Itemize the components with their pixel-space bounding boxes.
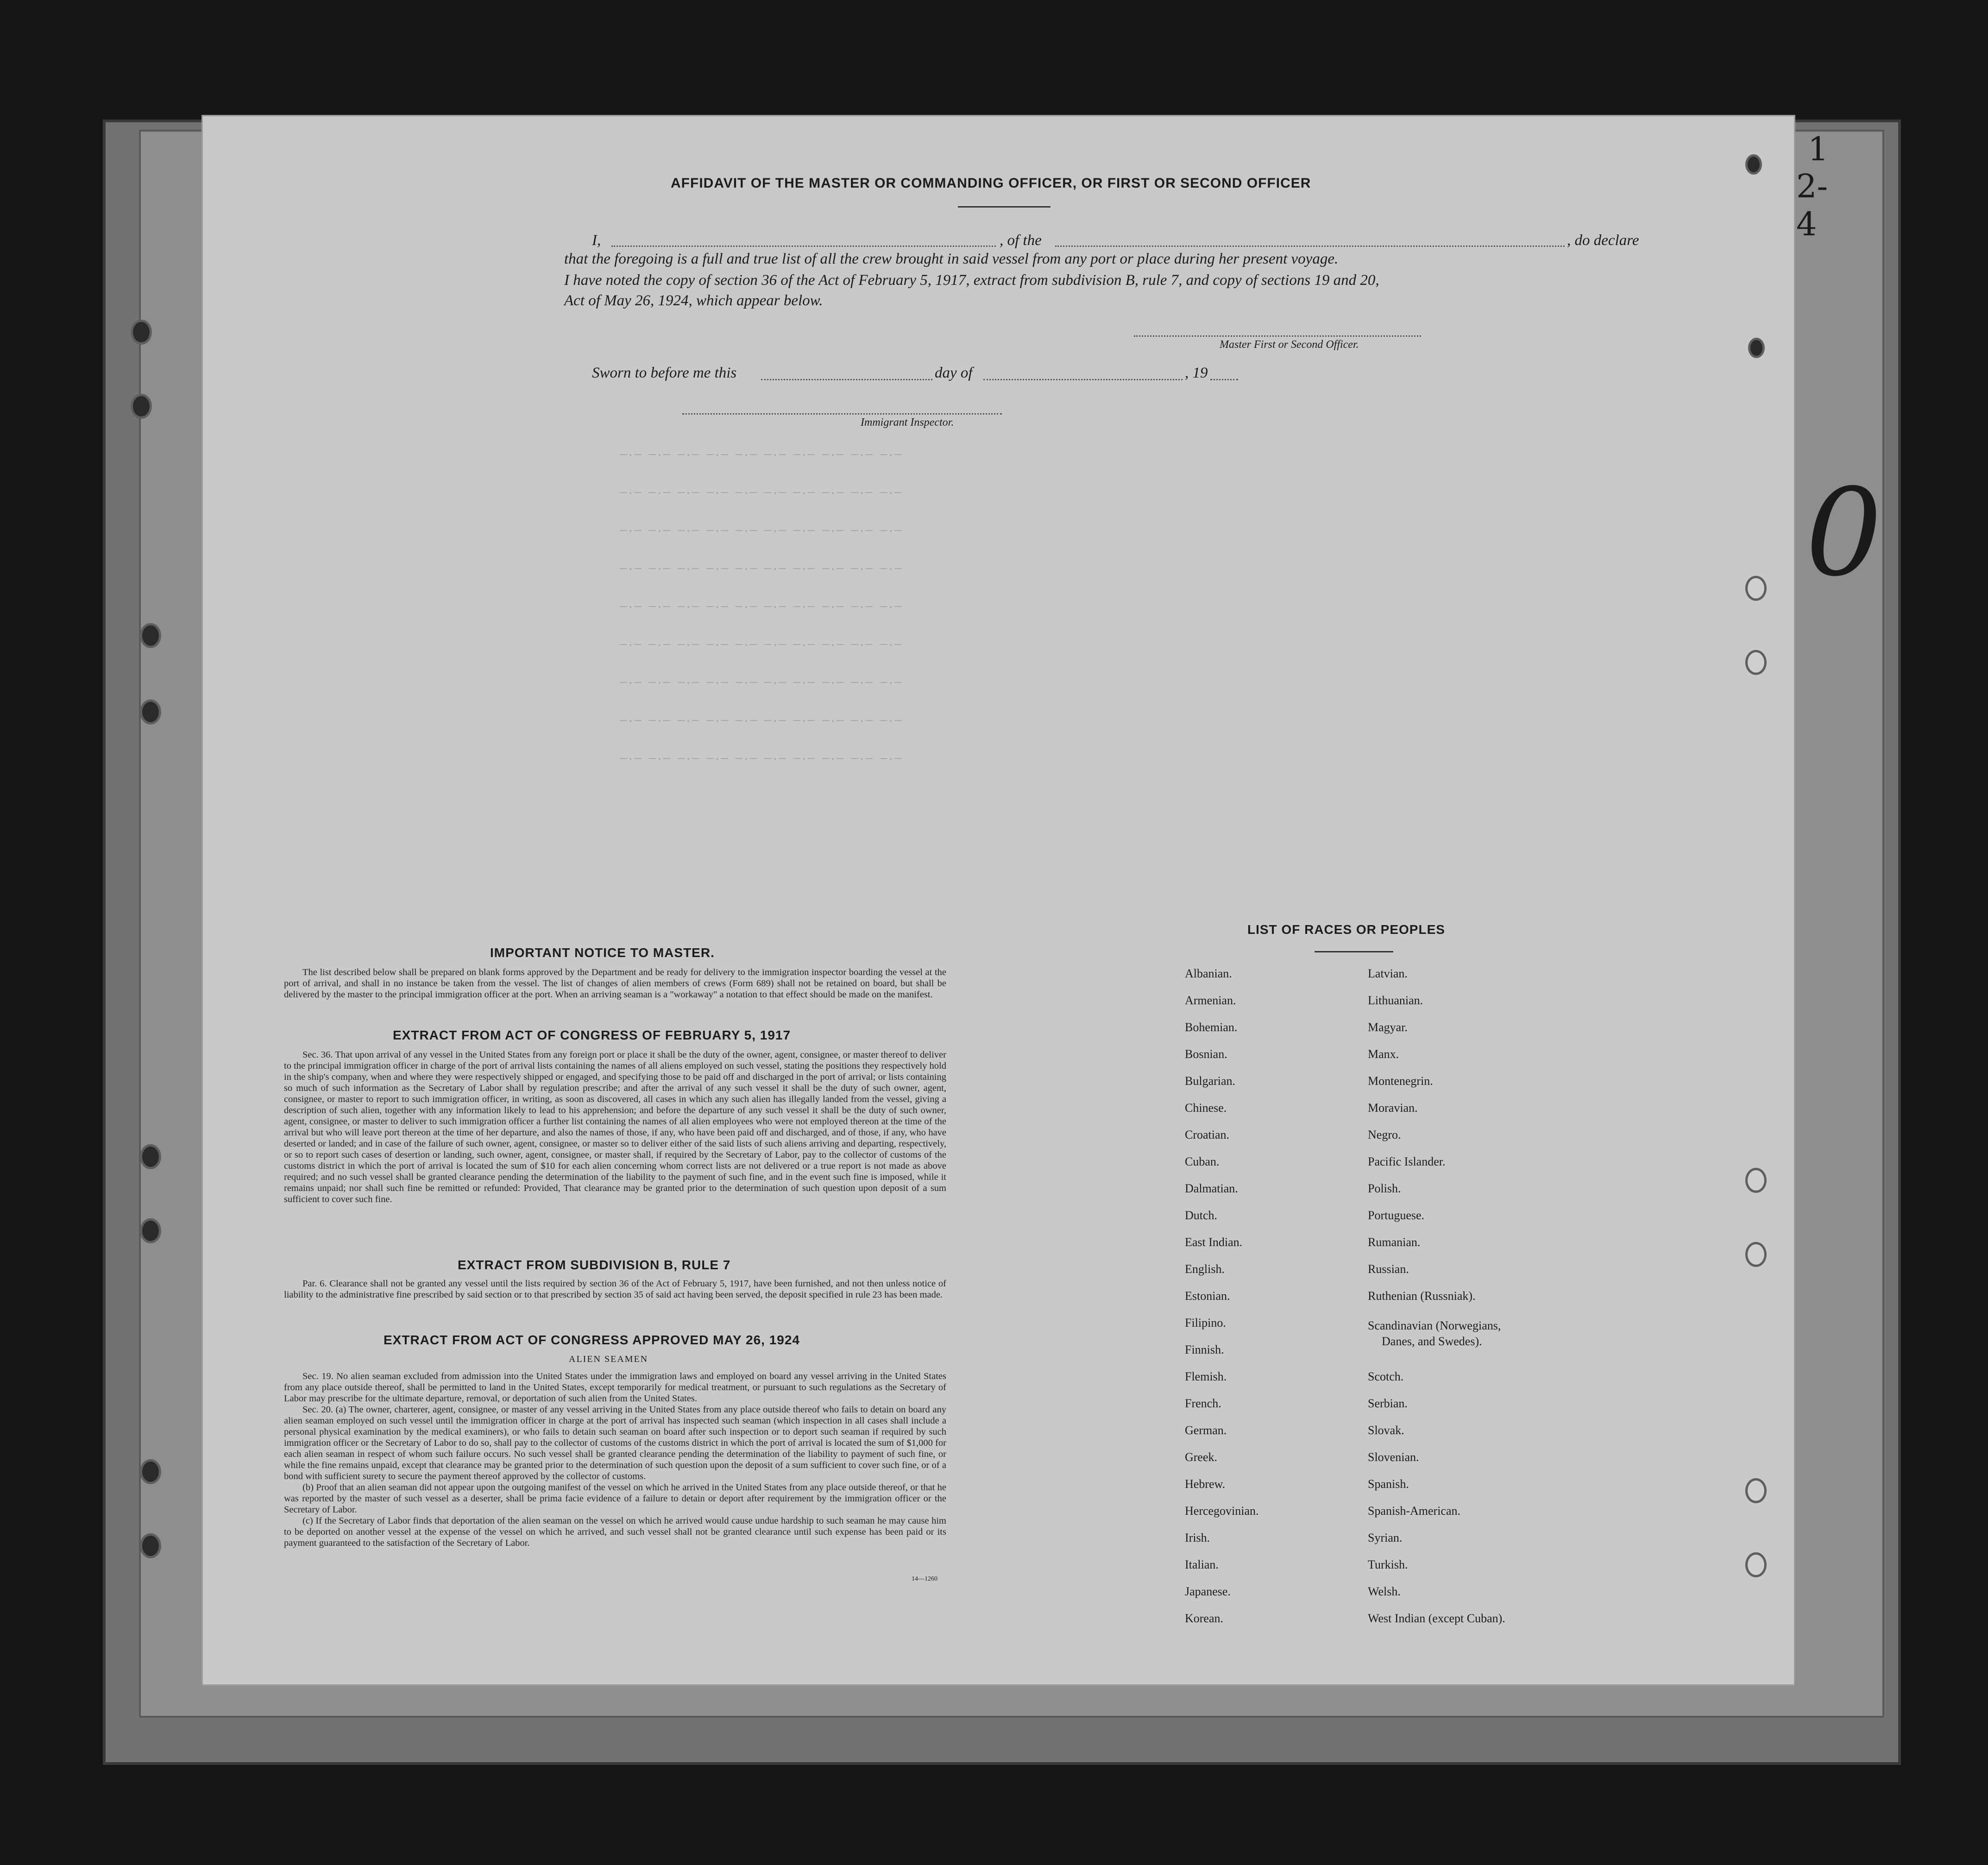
race-item: Slovak. <box>1368 1424 1404 1437</box>
race-item: Moravian. <box>1368 1101 1418 1115</box>
sworn-month-blank[interactable] <box>983 378 1183 380</box>
race-item: Estonian. <box>1185 1289 1230 1303</box>
punch-hole <box>140 1533 161 1558</box>
master-signature-label: Master First or Second Officer. <box>1220 339 1359 351</box>
heading-rule <box>958 206 1051 208</box>
section-19-text: Sec. 19. No alien seaman excluded from admission into the United States under the immigration laws and employed on board any vessel arriving in the United States from any place outside thereof, shall be permitted to land in the United States, except temporarily for medical treatment, or pursuant to such regulations as the Secretary of Labor may prescribe for the ultimate departure, removal, or deportation of such alien from the United States. <box>284 1371 946 1404</box>
race-item: East Indian. <box>1185 1235 1243 1249</box>
form-number: 14—1260 <box>912 1575 937 1582</box>
race-item: Irish. <box>1185 1531 1210 1544</box>
race-item: Filipino. <box>1185 1316 1226 1329</box>
race-item: Scandinavian (Norwegians, <box>1368 1319 1501 1332</box>
punch-hole <box>140 1144 161 1169</box>
race-item: Ruthenian (Russniak). <box>1368 1289 1476 1303</box>
race-item: Manx. <box>1368 1047 1399 1061</box>
race-item: Latvian. <box>1368 967 1408 980</box>
race-item: Turkish. <box>1368 1558 1408 1571</box>
race-item: Bosnian. <box>1185 1047 1227 1061</box>
affidavit-heading: AFFIDAVIT OF THE MASTER OR COMMANDING OFFICER, OR FIRST OR SECOND OFFICER <box>671 176 1311 191</box>
handwritten-page-range: 2-4 <box>1796 167 1828 243</box>
act-1917-heading: EXTRACT FROM ACT OF CONGRESS OF FEBRUARY 5, 1917 <box>393 1028 791 1042</box>
act-1924-heading: EXTRACT FROM ACT OF CONGRESS APPROVED MAY 26, 1924 <box>384 1333 800 1347</box>
race-item: Russian. <box>1368 1262 1409 1276</box>
race-item: Scotch. <box>1368 1370 1404 1383</box>
master-signature-line[interactable] <box>1134 335 1421 337</box>
section-20a-text: Sec. 20. (a) The owner, charterer, agent, consignee, or master of any vessel arriving in the United States from any place outside thereof who fails to detain on board any alien seaman employed on such vessel until the immigration officer in charge at the port of arrival has inspected such seaman (which inspection in all cases shall include a personal physical examination by the medical examiners), or who fails to detain such seaman on board after such inspection or to deport such seaman if required by such immigration officer or the Secretary of Labor to do so, shall pay to the collector of customs of the customs district in which the port of arrival is located the sum of $1,000 for each alien seaman in respect of whom such failure occurs. No such vessel shall be granted clearance pending the determination of the liability to payment of such fine, or while the fine remains unpaid, except that clearance may be granted prior to the determination of such question upon the deposit of a sum sufficient to cover such fine, or of a bond with sufficient surety to secure the payment thereof approved by the collector of customs. <box>284 1405 946 1481</box>
race-item: Greek. <box>1185 1450 1218 1464</box>
race-item: Pacific Islander. <box>1368 1155 1446 1168</box>
affidavit-i: I, <box>592 232 601 249</box>
race-item: Chinese. <box>1185 1101 1227 1115</box>
race-item: Bohemian. <box>1185 1021 1238 1034</box>
race-item: Hercegovinian. <box>1185 1504 1259 1518</box>
race-item: Japanese. <box>1185 1585 1231 1598</box>
notice-text: The list described below shall be prepared on blank forms approved by the Department and be ready for delivery to the immigration inspector boarding the vessel at the port of arrival, and shall in no instance be taken from the vessel. The list of changes of alien members of crews (Form 689) shall not be retained on board, but shall be delivered by the master to the principal immigration officer at the port. When an arriving seaman is a "workaway" a notation to that effect should be made on the manifest. <box>284 967 946 1000</box>
race-item: Rumanian. <box>1368 1235 1421 1249</box>
day-of-label: day of <box>935 365 973 381</box>
punch-hole <box>1745 1168 1767 1193</box>
inspector-signature-line[interactable] <box>682 413 1002 415</box>
race-item: Montenegrin. <box>1368 1074 1433 1088</box>
affidavit-line-4: Act of May 26, 1924, which appear below. <box>564 292 823 309</box>
punch-hole <box>140 699 161 725</box>
punch-hole <box>1745 154 1762 175</box>
race-item: Hebrew. <box>1185 1477 1226 1491</box>
punch-hole <box>131 394 152 419</box>
race-item: Danes, and Swedes). <box>1382 1335 1482 1348</box>
punch-hole <box>140 1218 161 1243</box>
race-item: Portuguese. <box>1368 1209 1425 1222</box>
race-item: Dutch. <box>1185 1209 1218 1222</box>
race-item: German. <box>1185 1424 1227 1437</box>
punch-hole <box>1745 576 1767 601</box>
race-item: Spanish. <box>1368 1477 1409 1491</box>
sworn-year-blank[interactable] <box>1210 378 1238 380</box>
race-item: Cuban. <box>1185 1155 1220 1168</box>
race-item: Armenian. <box>1185 994 1236 1007</box>
race-item: Polish. <box>1368 1182 1401 1195</box>
race-item: Magyar. <box>1368 1021 1408 1034</box>
race-item: Albanian. <box>1185 967 1232 980</box>
act-1917-text: Sec. 36. That upon arrival of any vessel in the United States from any foreign port or place it shall be the duty of the owner, agent, consignee, or master thereof to deliver to the principal immigration officer in charge of the port of arrival lists containing the names of all aliens employed on such vessel, stating the positions they respectively hold in the ship's company, when and where they were respectively shipped or engaged, and specifying those to be paid off and discharged in the port of arrival; or lists containing so much of such information as the Secretary of Labor shall by regulation prescribe; and after the arrival of any such vessel it shall be the duty of such owner, agent, consignee, or master to report to such immigration officer, in writing, as soon as discovered, all cases in which any such alien has illegally landed from the vessel, giving a description of such alien, together with any information likely to lead to his apprehension; and before the departure of any such vessel it shall be the duty of such owner, agent, consignee, or master to deliver to such immigration officer a further list containing the names of all alien employees who were not employed thereon at the time of the arrival but who will leave port thereon at the time of her departure, and also the names of those, if any, who have been paid off and discharged, and of those, if any, who have deserted or landed; and in case of the failure of such owner, agent, consignee, or master so to deliver either of the said lists of such aliens arriving and departing, respectively, or so to report such cases of desertion or landing, such owner, agent, consignee, or master shall, if required by the Secretary of Labor, pay to the collector of customs of the customs district in which the port of arrival is located the sum of $10 for each alien concerning whom correct lists are not delivered or a true report is not made as above required; and no such vessel shall be granted clearance pending the determination of the liability to the payment of such fine, and in the event such fine is imposed, while it remains unpaid; nor shall such fine be remitted or refunded: Provided, That clearance may be granted prior to the determination of such question upon deposit of a sum sufficient to cover such fine. <box>284 1050 946 1204</box>
sworn-year-label: , 19 <box>1185 365 1208 381</box>
affidavit-of-the: , of the <box>1000 232 1042 249</box>
handwritten-zero-mark: 0 <box>1806 463 1882 603</box>
punch-hole <box>140 1459 161 1484</box>
affidavit-declare: , do declare <box>1567 232 1639 249</box>
section-20b-text: (b) Proof that an alien seaman did not appear upon the outgoing manifest of the vessel on which he arrived in the United States from any place outside thereof, or that he was reported by the master of such vessel as a deserter, shall be prima facie evidence of a failure to detain or deport after requirement by the immigration officer or the Secretary of Labor. <box>284 1482 946 1515</box>
act-1924-body <box>284 1371 946 1549</box>
races-heading: LIST OF RACES OR PEOPLES <box>1247 922 1445 937</box>
race-item: Welsh. <box>1368 1585 1401 1598</box>
punch-hole <box>1745 1478 1767 1503</box>
sworn-day-blank[interactable] <box>761 378 932 380</box>
race-item: Negro. <box>1368 1128 1401 1141</box>
punch-hole <box>140 623 161 648</box>
race-item: French. <box>1185 1397 1221 1410</box>
rule-7-text: Par. 6. Clearance shall not be granted any vessel until the lists required by section 36 of the Act of February 5, 1917, have been furnished, and not then unless notice of liability to the administrative fine prescribed by said section or to that prescribed by section 35 of said act having been served, the deposit specified in rule 23 has been made. <box>284 1279 946 1300</box>
race-item: Dalmatian. <box>1185 1182 1238 1195</box>
race-item: Finnish. <box>1185 1343 1224 1356</box>
rule-7-heading: EXTRACT FROM SUBDIVISION B, RULE 7 <box>458 1258 731 1272</box>
punch-hole <box>1745 1552 1767 1577</box>
sworn-label: Sworn to before me this <box>592 365 737 381</box>
affidavit-line-3: I have noted the copy of section 36 of the Act of February 5, 1917, extract from subdivision B, rule 7, and copy of sections 19 and 20, <box>564 272 1379 289</box>
race-item: Flemish. <box>1185 1370 1227 1383</box>
alien-seamen-subheading: ALIEN SEAMEN <box>569 1354 648 1364</box>
race-item: Italian. <box>1185 1558 1219 1571</box>
race-item: Croatian. <box>1185 1128 1230 1141</box>
punch-hole <box>1745 650 1767 675</box>
affidavit-line-2: that the foregoing is a full and true list of all the crew brought in said vessel from any port or place during her present voyage. <box>564 251 1339 267</box>
race-item: Syrian. <box>1368 1531 1403 1544</box>
master-name-blank[interactable] <box>611 245 996 247</box>
form-page <box>201 115 1882 1686</box>
punch-hole <box>1745 1242 1767 1267</box>
notice-heading: IMPORTANT NOTICE TO MASTER. <box>490 945 715 960</box>
race-item: Korean. <box>1185 1612 1224 1625</box>
race-item: English. <box>1185 1262 1225 1276</box>
race-item: Spanish-American. <box>1368 1504 1461 1518</box>
inspector-signature-label: Immigrant Inspector. <box>861 416 954 428</box>
vessel-name-blank[interactable] <box>1055 245 1565 247</box>
handwritten-page-number: 1 <box>1808 130 1829 168</box>
bleed-through-text: —·— —·— —·— —·— —·— —·— —·— —·— —·— —·— —·— —·— —·— —·— —·— —·— —·— —·— —·— —·— —·— —·— —·— —·— —·— —·— —·— —·— —·— —·— —·— —·— —·— —·— —·— —·— —·— —·— —·— —·— —·— —·— —·— —·— —·— —·— —·— —·— —·— —·— —·— —·— —·— —·— —·— —·— —·— —·— —·— —·— —·— —·— —·— —·— —·— —·— —·— —·— —·— —·— —·— —·— —·— —·— —·— —·— —·— —·— —·— —·— —·— —·— —·— —·— —·— —·— —·— —·— —·— —·— <box>620 448 902 766</box>
race-item: Lithuanian. <box>1368 994 1423 1007</box>
punch-hole <box>131 320 152 345</box>
races-heading-rule <box>1315 951 1393 952</box>
race-item: Serbian. <box>1368 1397 1408 1410</box>
race-item: Bulgarian. <box>1185 1074 1236 1088</box>
section-20c-text: (c) If the Secretary of Labor finds that deportation of the alien seaman on the vessel on which he arrived would cause undue hardship to such seaman he may cause him to be deported on another vessel at the expense of the vessel on which he arrived, and such vessel shall not be granted clearance until such expense has been paid or its payment guaranteed to the satisfaction of the Secretary of Labor. <box>284 1516 946 1548</box>
race-item: West Indian (except Cuban). <box>1368 1612 1505 1625</box>
race-item: Slovenian. <box>1368 1450 1419 1464</box>
